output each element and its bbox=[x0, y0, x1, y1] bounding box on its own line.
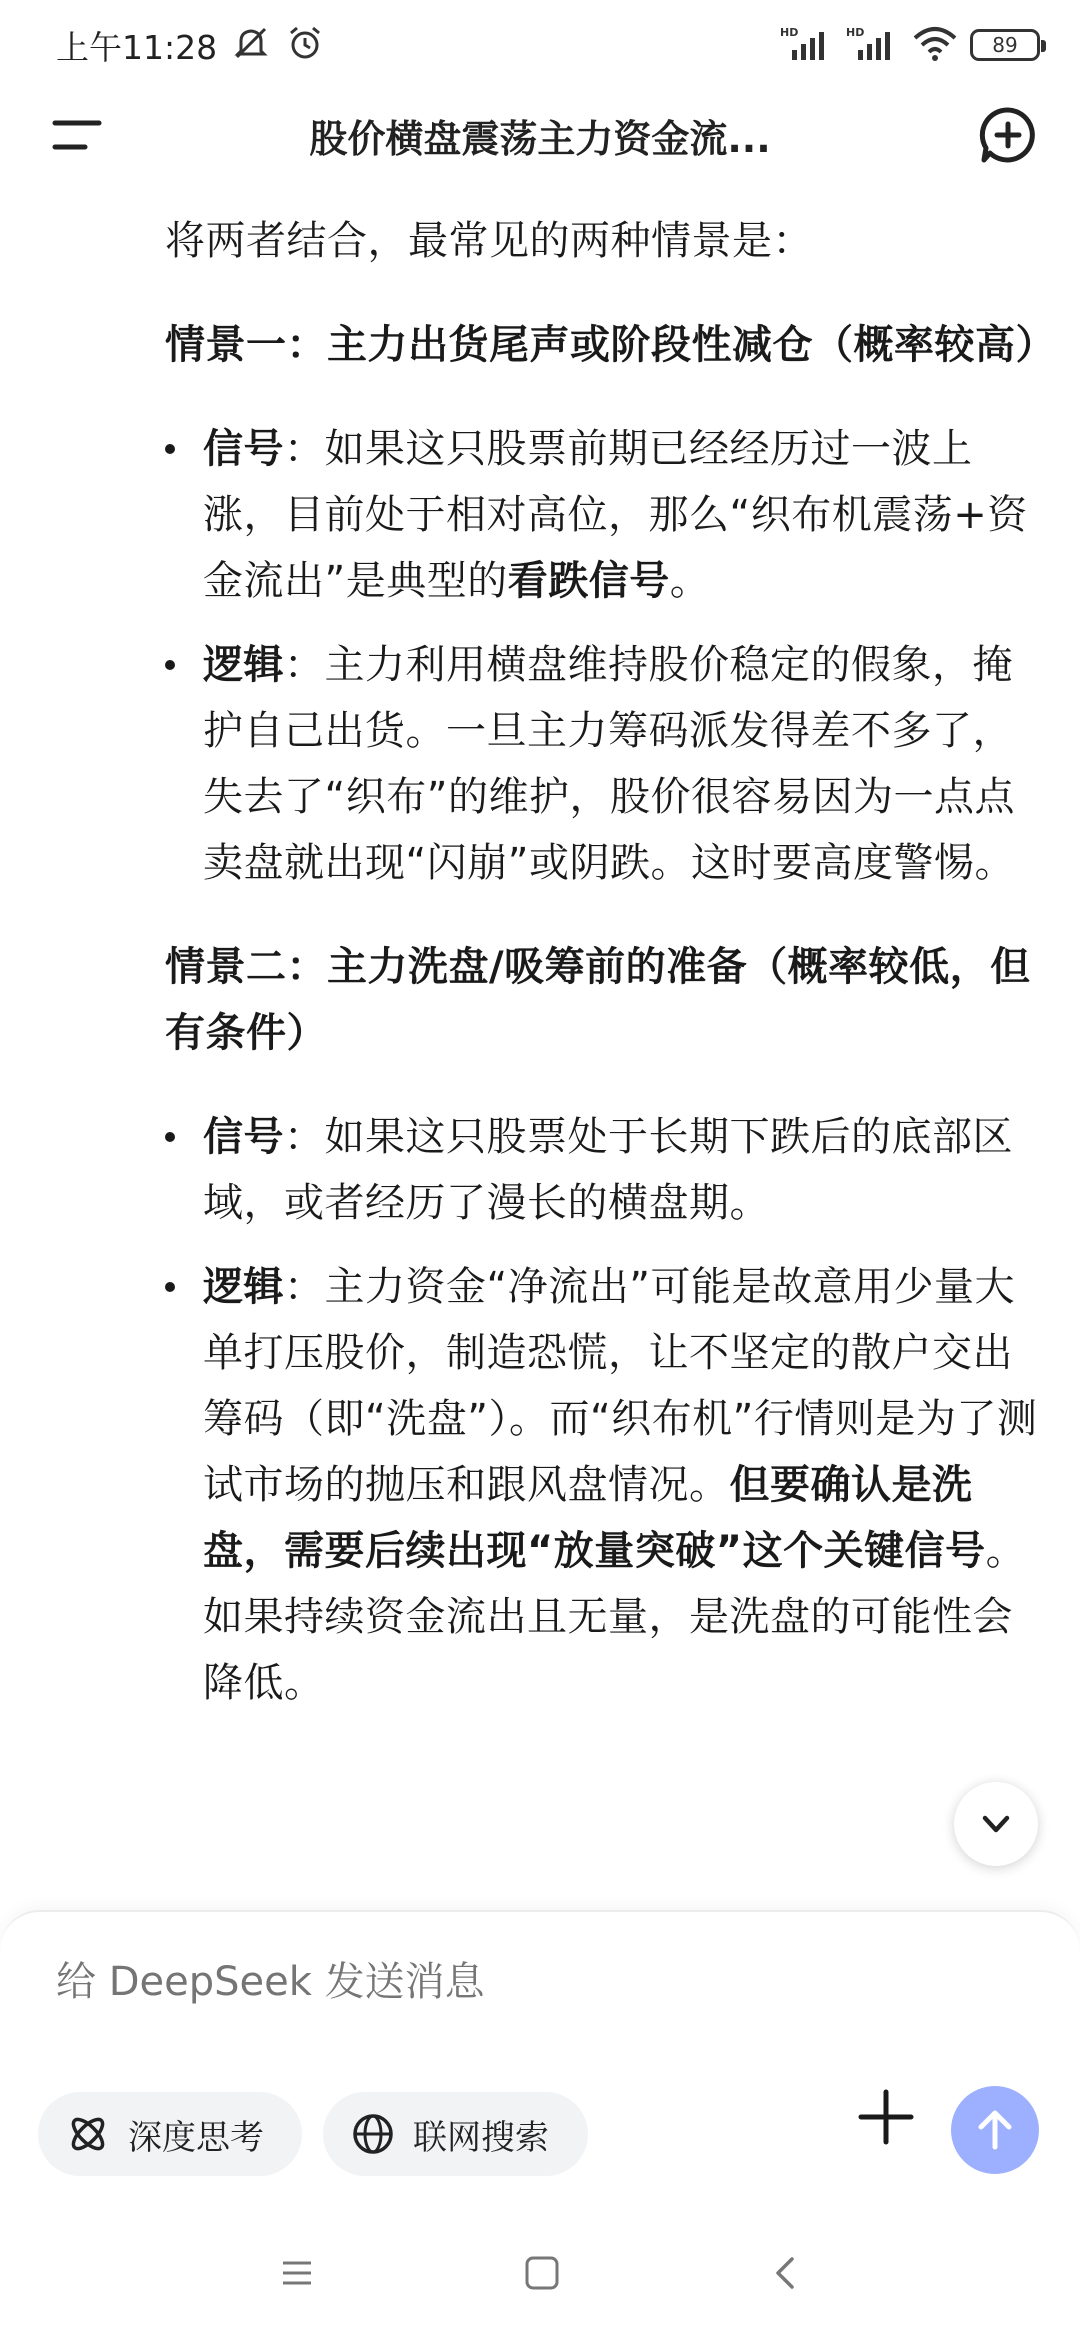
web-search-label: 联网搜索 bbox=[413, 2117, 549, 2158]
signal-hd-icon-2 bbox=[846, 24, 900, 66]
system-nav-bar bbox=[0, 2210, 1080, 2340]
signal-text: ：如果这只股票前期已经经历过一波上涨，目前处于相对高位，那么“织布机震荡+资金流出”是典型的 bbox=[203, 426, 1028, 604]
attach-button[interactable] bbox=[855, 2086, 917, 2148]
atom-icon bbox=[66, 2112, 110, 2156]
message-input[interactable] bbox=[56, 1952, 956, 2012]
logic-label: 逻辑 bbox=[203, 642, 284, 688]
scroll-to-bottom-button[interactable] bbox=[954, 1782, 1038, 1866]
recent-apps-button[interactable] bbox=[280, 2256, 314, 2294]
home-button[interactable] bbox=[524, 2255, 560, 2295]
status-left bbox=[56, 22, 325, 69]
signal-bold: 看跌信号 bbox=[507, 558, 670, 604]
message-composer bbox=[0, 1910, 1080, 2210]
scenario-2-heading: 情景二：主力洗盘/吸筹前的准备（概率较低，但有条件） bbox=[165, 944, 1031, 1056]
battery-icon bbox=[970, 29, 1040, 61]
svg-text:HD: HD bbox=[780, 26, 799, 39]
bullet-dot bbox=[165, 660, 175, 670]
logic-bold: 但要确认是洗盘，需要后续出现“放量突破”这个关键信号 bbox=[203, 1462, 986, 1574]
square-icon bbox=[524, 2255, 560, 2291]
menu-icon bbox=[52, 115, 102, 155]
logic-label: 逻辑 bbox=[203, 1264, 284, 1310]
signal-hd-icon bbox=[780, 24, 834, 66]
logic-text-end: 。如果持续资金流出且无量，是洗盘的可能性会降低。 bbox=[203, 1528, 1027, 1706]
scenario-1-list bbox=[165, 416, 1044, 896]
plus-icon bbox=[855, 2086, 917, 2148]
signal-label: 信号 bbox=[203, 1114, 284, 1160]
bullet-dot bbox=[165, 444, 175, 454]
mute-icon bbox=[231, 23, 271, 67]
arrow-up-icon bbox=[972, 2107, 1018, 2153]
list-item bbox=[165, 1254, 1044, 1716]
chevron-down-icon bbox=[978, 1806, 1014, 1842]
deep-think-label: 深度思考 bbox=[128, 2117, 264, 2158]
bullet-dot bbox=[165, 1132, 175, 1142]
bullet-dot bbox=[165, 1282, 175, 1292]
scenario-2-list bbox=[165, 1104, 1044, 1716]
send-button[interactable] bbox=[951, 2086, 1039, 2174]
status-bar bbox=[0, 0, 1080, 90]
menu-button[interactable] bbox=[52, 115, 102, 155]
chat-title[interactable]: 股价横盘震荡主力资金流... bbox=[309, 116, 771, 161]
signal-text: ：如果这只股票处于长期下跌后的底部区域，或者经历了漫长的横盘期。 bbox=[203, 1114, 1013, 1226]
globe-icon bbox=[351, 2112, 395, 2156]
back-button[interactable] bbox=[770, 2255, 800, 2295]
status-time: 上午11:28 bbox=[56, 27, 218, 67]
deep-think-toggle[interactable] bbox=[38, 2092, 302, 2176]
list-item bbox=[165, 1104, 1044, 1236]
intro-text: 将两者结合，最常见的两种情景是： bbox=[165, 218, 813, 264]
wifi-icon bbox=[912, 24, 958, 66]
scenario-1-heading: 情景一：主力出货尾声或阶段性减仓（概率较高） bbox=[165, 322, 1056, 368]
logic-text: ：主力资金“净流出”可能是故意用少量大单打压股价，制造恐慌，让不坚定的散户交出筹码（即“洗盘”）。而“织布机”行情则是为了测试市场的抛压和跟风盘情况。 bbox=[203, 1264, 1038, 1508]
list-item bbox=[165, 416, 1044, 614]
alarm-icon bbox=[285, 23, 325, 67]
logic-text: ：主力利用横盘维持股价稳定的假象，掩护自己出货。一旦主力筹码派发得差不多了，失去了“织布”的维护，股价很容易因为一点点卖盘就出现“闪崩”或阴跌。这时要高度警惕。 bbox=[203, 642, 1015, 886]
new-chat-button[interactable] bbox=[978, 105, 1038, 165]
message-content bbox=[0, 190, 1080, 1910]
signal-text-end: 。 bbox=[669, 558, 711, 604]
signal-label: 信号 bbox=[203, 426, 284, 472]
svg-text:HD: HD bbox=[846, 26, 865, 39]
web-search-toggle[interactable] bbox=[323, 2092, 588, 2176]
back-chevron-icon bbox=[770, 2255, 800, 2291]
chat-header bbox=[0, 90, 1080, 180]
new-chat-icon bbox=[978, 105, 1038, 165]
status-right bbox=[780, 24, 1040, 66]
battery-level: 89 bbox=[992, 33, 1018, 57]
menu-lines-icon bbox=[280, 2256, 314, 2290]
list-item bbox=[165, 632, 1044, 896]
